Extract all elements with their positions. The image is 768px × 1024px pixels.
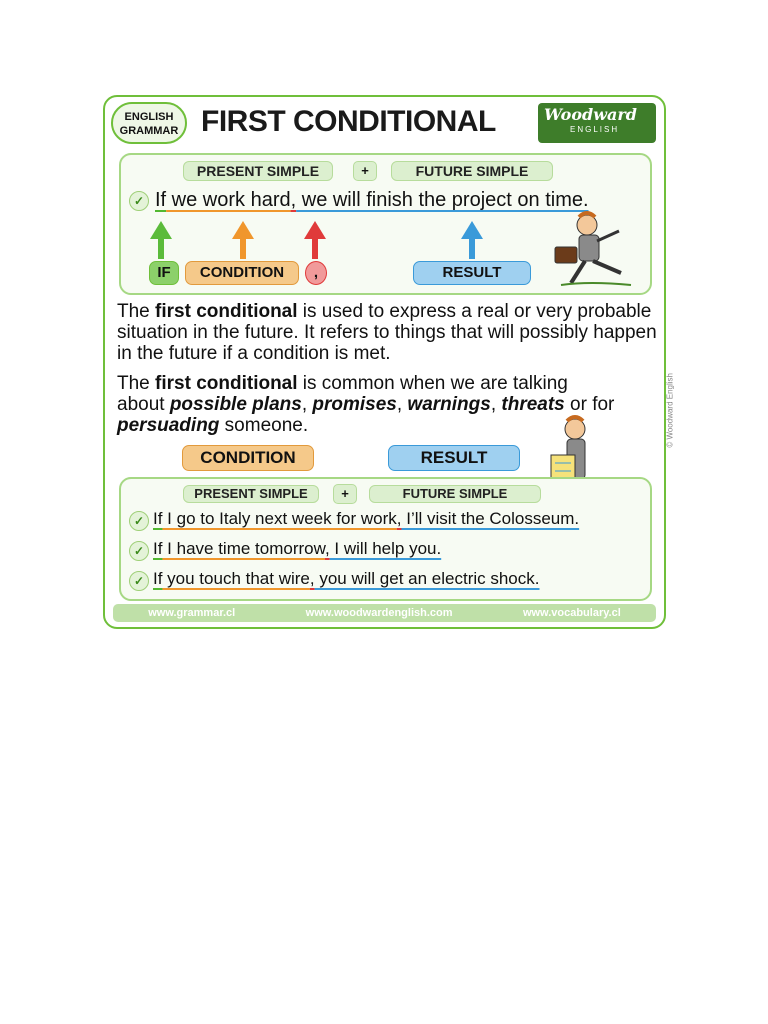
- logo-sub: ENGLISH: [570, 125, 620, 134]
- page-title: FIRST CONDITIONAL: [201, 105, 496, 138]
- para2-c1: ,: [301, 394, 313, 415]
- para2-mid: is common when we are talking about: [117, 373, 568, 415]
- arrow-up-icon: [150, 221, 172, 259]
- infographic-card: [103, 95, 675, 629]
- usage-paragraph: [117, 373, 617, 436]
- para2-c2: ,: [396, 394, 408, 415]
- arrow-up-icon: [304, 221, 326, 259]
- logo-brand: Woodward: [544, 105, 637, 124]
- comma-tag: ,: [305, 261, 327, 285]
- if-tag: IF: [149, 261, 179, 285]
- english-grammar-badge: [111, 102, 187, 144]
- footer-link-grammar[interactable]: www.grammar.cl: [148, 607, 236, 619]
- result-clause: I will help you.: [329, 539, 442, 558]
- result-clause: you will get an electric shock.: [314, 569, 540, 588]
- arrow-up-icon: [461, 221, 483, 259]
- example-sentence-3: [153, 569, 540, 589]
- future-simple-label: FUTURE SIMPLE: [391, 161, 553, 181]
- para1-pre: The: [117, 301, 156, 322]
- running-businessman-illustration: [549, 211, 645, 291]
- example-sentence-2: [153, 539, 441, 559]
- footer-link-vocabulary[interactable]: www.vocabulary.cl: [522, 607, 621, 619]
- side-credit: © Woodward English: [666, 373, 675, 448]
- woodward-logo: [538, 103, 656, 143]
- threats: threats: [501, 394, 565, 415]
- para2-c3: ,: [490, 394, 502, 415]
- result-clause: we will finish the project on time.: [296, 189, 589, 211]
- if-word: If: [153, 569, 163, 588]
- possible-plans: possible plans: [169, 394, 302, 415]
- if-word: If: [155, 189, 167, 211]
- para2-bold: first conditional: [155, 373, 298, 394]
- warnings: warnings: [407, 394, 491, 415]
- plus-sign: +: [353, 161, 377, 181]
- check-icon: ✓: [129, 511, 149, 531]
- footer-links: [113, 604, 656, 622]
- result-clause: I’ll visit the Colosseum.: [401, 509, 580, 528]
- condition-tag-large: CONDITION: [182, 445, 314, 471]
- example-sentence-1: [153, 509, 579, 529]
- comma: ,: [396, 509, 402, 528]
- check-icon: ✓: [129, 571, 149, 591]
- persuading: persuading: [117, 415, 220, 436]
- present-simple-label-2: PRESENT SIMPLE: [183, 485, 319, 503]
- condition-clause: we work hard: [166, 189, 291, 211]
- if-word: If: [153, 539, 163, 558]
- arrow-up-icon: [232, 221, 254, 259]
- para2-c4: or for: [564, 394, 615, 415]
- present-simple-label: PRESENT SIMPLE: [183, 161, 333, 181]
- promises: promises: [312, 394, 397, 415]
- condition-clause: I have time tomorrow: [162, 539, 325, 558]
- check-icon: ✓: [129, 191, 149, 211]
- comma: ,: [309, 569, 315, 588]
- if-word: If: [153, 509, 163, 528]
- condition-clause: you touch that wire: [162, 569, 310, 588]
- condition-tag: CONDITION: [185, 261, 299, 285]
- para2-pre: The: [117, 373, 156, 394]
- condition-clause: I go to Italy next week for work: [162, 509, 397, 528]
- para1-post: is used to express a real or very probable situation in the future. It refers to things that will possibly happen in the future if a condition is met.: [117, 301, 657, 364]
- badge-line2: GRAMMAR: [119, 125, 179, 137]
- comma: ,: [290, 189, 297, 211]
- bottom-examples-panel: [119, 477, 652, 601]
- para1-bold: first conditional: [155, 301, 298, 322]
- plus-sign-2: +: [333, 484, 357, 504]
- badge-line1: ENGLISH: [124, 111, 174, 123]
- footer-link-woodward[interactable]: www.woodwardenglish.com: [305, 607, 453, 619]
- comma: ,: [324, 539, 330, 558]
- definition-paragraph: [117, 301, 662, 364]
- top-example-panel: [119, 153, 652, 295]
- result-tag-large: RESULT: [388, 445, 520, 471]
- future-simple-label-2: FUTURE SIMPLE: [369, 485, 541, 503]
- check-icon: ✓: [129, 541, 149, 561]
- result-tag: RESULT: [413, 261, 531, 285]
- para2-end: someone.: [219, 415, 309, 436]
